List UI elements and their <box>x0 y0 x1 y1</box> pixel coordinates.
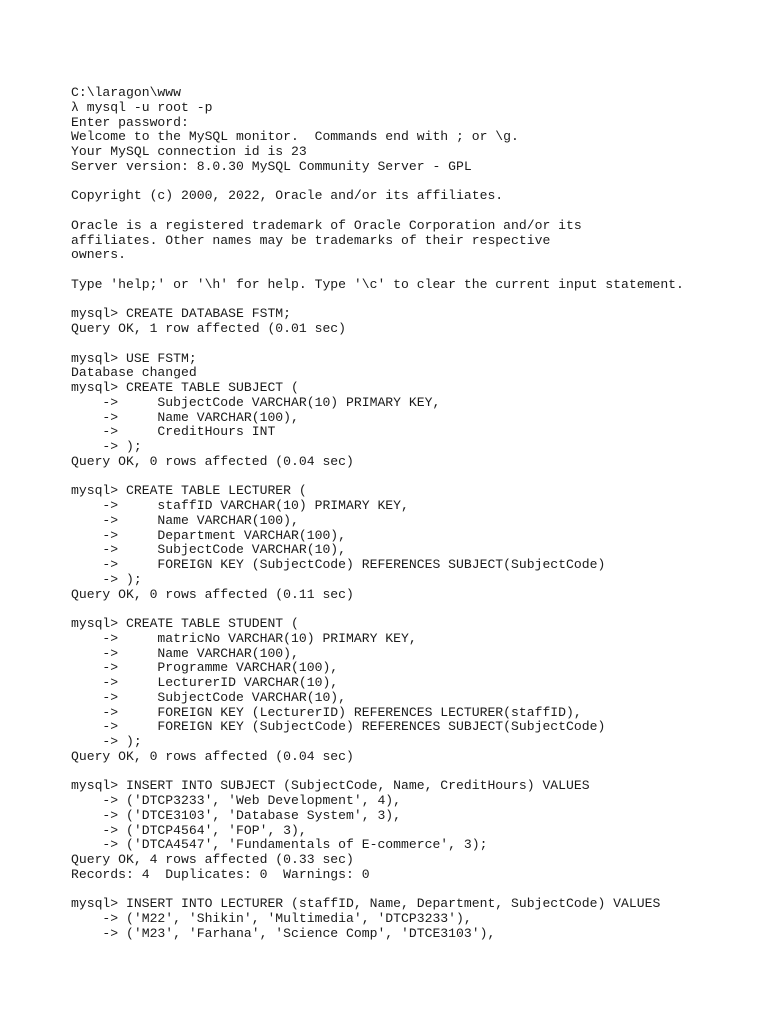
terminal-line: Type 'help;' or '\h' for help. Type '\c' to clear the current input statement. <box>71 276 684 292</box>
terminal-line <box>71 602 751 617</box>
terminal-line <box>71 883 751 898</box>
terminal-line: Query OK, 0 rows affected (0.04 sec) <box>71 453 354 469</box>
terminal-line: Server version: 8.0.30 MySQL Community Server - GPL <box>71 158 472 174</box>
terminal-line: -> ); <box>71 734 142 749</box>
terminal-line: Query OK, 0 rows affected (0.11 sec) <box>71 586 354 602</box>
terminal-line: mysql> CREATE TABLE SUBJECT ( <box>71 380 299 395</box>
terminal-line <box>71 263 751 278</box>
terminal-line <box>71 175 751 190</box>
terminal-line: -> matricNo VARCHAR(10) PRIMARY KEY, <box>71 630 417 646</box>
terminal-line <box>71 293 751 308</box>
terminal-line <box>71 765 751 780</box>
terminal-line <box>71 204 751 219</box>
terminal-line: Query OK, 0 rows affected (0.04 sec) <box>71 748 354 764</box>
terminal-line: -> SubjectCode VARCHAR(10), <box>71 542 347 558</box>
terminal-line: Records: 4 Duplicates: 0 Warnings: 0 <box>71 866 370 882</box>
terminal-line: Welcome to the MySQL monitor. Commands end with ; or \g. <box>71 129 519 145</box>
terminal-line: -> Programme VARCHAR(100), <box>71 660 339 676</box>
terminal-line: -> FOREIGN KEY (LecturerID) REFERENCES LECTURER(staffID), <box>71 704 582 720</box>
terminal-line: Copyright (c) 2000, 2022, Oracle and/or its affiliates. <box>71 188 504 204</box>
terminal-line: mysql> CREATE TABLE STUDENT ( <box>71 616 299 631</box>
terminal-line: -> staffID VARCHAR(10) PRIMARY KEY, <box>71 498 409 513</box>
terminal-line <box>71 337 751 352</box>
terminal-line: -> ('M22', 'Shikin', 'Multimedia', 'DTCP3233'), <box>71 911 472 926</box>
terminal-line: Query OK, 4 rows affected (0.33 sec) <box>71 852 354 867</box>
terminal-line: -> Name VARCHAR(100), <box>71 645 299 661</box>
terminal-line: -> Department VARCHAR(100), <box>71 527 347 543</box>
terminal-line: -> ('DTCE3103', 'Database System', 3), <box>71 807 402 823</box>
terminal-line: Oracle is a registered trademark of Oracle Corporation and/or its <box>71 217 582 233</box>
terminal-line: Database changed <box>71 365 197 381</box>
terminal-line: -> FOREIGN KEY (SubjectCode) REFERENCES SUBJECT(SubjectCode) <box>71 557 606 572</box>
terminal-line: mysql> CREATE DATABASE FSTM; <box>71 306 292 322</box>
terminal-line: -> ('DTCP4564', 'FOP', 3), <box>71 822 307 838</box>
terminal-line: owners. <box>71 247 127 263</box>
terminal-line: mysql> INSERT INTO SUBJECT (SubjectCode, Name, CreditHours) VALUES <box>71 778 590 794</box>
terminal-line: -> SubjectCode VARCHAR(10) PRIMARY KEY, <box>71 394 441 410</box>
terminal-line: -> Name VARCHAR(100), <box>71 512 299 528</box>
terminal-line: Your MySQL connection id is 23 <box>71 144 307 159</box>
terminal-line: -> ('DTCA4547', 'Fundamentals of E-commerce', 3); <box>71 837 488 853</box>
terminal-line: -> ); <box>71 571 142 587</box>
terminal-line: λ mysql -u root -p <box>71 99 213 115</box>
terminal-line: -> FOREIGN KEY (SubjectCode) REFERENCES SUBJECT(SubjectCode) <box>71 719 606 735</box>
terminal-line: -> ('M23', 'Farhana', 'Science Comp', 'DTCE3103'), <box>71 925 496 941</box>
terminal-line: -> ('DTCP3233', 'Web Development', 4), <box>71 793 402 808</box>
terminal-line: mysql> CREATE TABLE LECTURER ( <box>71 483 307 499</box>
terminal-line: -> SubjectCode VARCHAR(10), <box>71 689 347 705</box>
terminal-line: -> LecturerID VARCHAR(10), <box>71 675 339 690</box>
terminal-line: mysql> USE FSTM; <box>71 350 197 366</box>
terminal-line: mysql> INSERT INTO LECTURER (staffID, Name, Department, SubjectCode) VALUES <box>71 896 661 912</box>
terminal-line: Query OK, 1 row affected (0.01 sec) <box>71 321 347 336</box>
terminal-line: Enter password: <box>71 114 189 130</box>
terminal-output <box>71 86 751 942</box>
terminal-line: -> CreditHours INT <box>71 424 276 440</box>
terminal-line <box>71 470 751 485</box>
terminal-line: C:\laragon\www <box>71 85 182 100</box>
terminal-line: -> ); <box>71 439 142 454</box>
terminal-line: -> Name VARCHAR(100), <box>71 409 299 425</box>
terminal-line: affiliates. Other names may be trademarks of their respective <box>71 232 551 248</box>
